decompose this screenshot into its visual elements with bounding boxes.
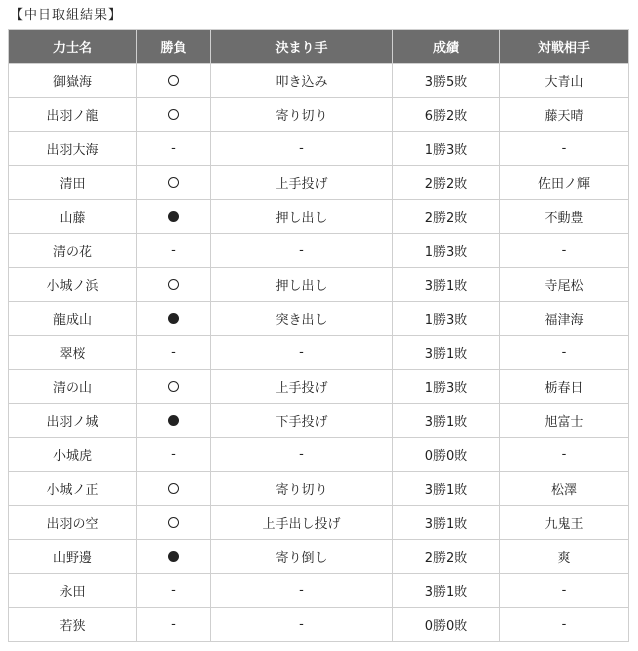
black-circle-icon	[168, 313, 179, 324]
result-cell	[137, 438, 211, 472]
kimarite-cell: 上手投げ	[211, 166, 393, 200]
opponent-cell: 栃春日	[500, 370, 629, 404]
opponent-cell: -	[500, 608, 629, 642]
record-cell: 3勝1敗	[393, 404, 500, 438]
white-circle-icon	[168, 279, 179, 290]
record-cell: 3勝5敗	[393, 64, 500, 98]
result-cell	[137, 234, 211, 268]
kimarite-cell: 寄り倒し	[211, 540, 393, 574]
opponent-cell: 九鬼王	[500, 506, 629, 540]
table-row	[9, 166, 629, 200]
kimarite-cell: 叩き込み	[211, 64, 393, 98]
opponent-cell: -	[500, 336, 629, 370]
opponent-cell: -	[500, 574, 629, 608]
table-caption: 【中日取組結果】	[10, 8, 123, 23]
table-row	[9, 574, 629, 608]
black-circle-icon	[168, 415, 179, 426]
header-rikishi-name: 力士名	[9, 30, 137, 64]
opponent-cell: -	[500, 132, 629, 166]
table-row	[9, 98, 629, 132]
rikishi-name-cell: 小城虎	[9, 438, 137, 472]
opponent-cell: 旭富士	[500, 404, 629, 438]
record-cell: 1勝3敗	[393, 370, 500, 404]
rikishi-name-cell: 出羽ノ龍	[9, 98, 137, 132]
header-opponent: 対戦相手	[500, 30, 629, 64]
table-row	[9, 370, 629, 404]
kimarite-cell: -	[211, 234, 393, 268]
rikishi-name-cell: 若狭	[9, 608, 137, 642]
kimarite-cell: -	[211, 132, 393, 166]
table-row	[9, 472, 629, 506]
table-row	[9, 608, 629, 642]
white-circle-icon	[168, 75, 179, 86]
rikishi-name-cell: 御嶽海	[9, 64, 137, 98]
kimarite-cell: 寄り切り	[211, 472, 393, 506]
result-cell	[137, 166, 211, 200]
record-cell: 0勝0敗	[393, 438, 500, 472]
result-cell	[137, 98, 211, 132]
result-cell	[137, 404, 211, 438]
header-row	[9, 30, 629, 64]
results-table-body	[9, 64, 629, 642]
rikishi-name-cell: 清田	[9, 166, 137, 200]
white-circle-icon	[168, 517, 179, 528]
opponent-cell: 松澤	[500, 472, 629, 506]
white-circle-icon	[168, 109, 179, 120]
table-row	[9, 234, 629, 268]
results-table-header	[9, 30, 629, 64]
record-cell: 3勝1敗	[393, 574, 500, 608]
results-table	[8, 29, 629, 642]
header-record: 成績	[393, 30, 500, 64]
rikishi-name-cell: 山藤	[9, 200, 137, 234]
opponent-cell: 寺尾松	[500, 268, 629, 302]
rikishi-name-cell: 山野邊	[9, 540, 137, 574]
opponent-cell: 藤天晴	[500, 98, 629, 132]
result-cell	[137, 506, 211, 540]
rikishi-name-cell: 清の花	[9, 234, 137, 268]
result-cell	[137, 370, 211, 404]
record-cell: 1勝3敗	[393, 132, 500, 166]
kimarite-cell: 上手投げ	[211, 370, 393, 404]
table-row	[9, 404, 629, 438]
record-cell: 3勝1敗	[393, 472, 500, 506]
table-row	[9, 540, 629, 574]
table-row	[9, 64, 629, 98]
opponent-cell: 爽	[500, 540, 629, 574]
record-cell: 1勝3敗	[393, 234, 500, 268]
opponent-cell: 福津海	[500, 302, 629, 336]
record-cell: 3勝1敗	[393, 336, 500, 370]
header-kimarite: 決まり手	[211, 30, 393, 64]
kimarite-cell: -	[211, 438, 393, 472]
table-row	[9, 200, 629, 234]
no-result-dash: -	[171, 617, 176, 632]
record-cell: 2勝2敗	[393, 540, 500, 574]
white-circle-icon	[168, 381, 179, 392]
result-cell	[137, 540, 211, 574]
table-row	[9, 132, 629, 166]
kimarite-cell: -	[211, 336, 393, 370]
kimarite-cell: 突き出し	[211, 302, 393, 336]
result-cell	[137, 132, 211, 166]
rikishi-name-cell: 出羽大海	[9, 132, 137, 166]
table-row	[9, 302, 629, 336]
record-cell: 1勝3敗	[393, 302, 500, 336]
result-cell	[137, 336, 211, 370]
record-cell: 3勝1敗	[393, 268, 500, 302]
kimarite-cell: 押し出し	[211, 200, 393, 234]
rikishi-name-cell: 永田	[9, 574, 137, 608]
result-cell	[137, 472, 211, 506]
record-cell: 3勝1敗	[393, 506, 500, 540]
kimarite-cell: 上手出し投げ	[211, 506, 393, 540]
no-result-dash: -	[171, 447, 176, 462]
no-result-dash: -	[171, 141, 176, 156]
black-circle-icon	[168, 551, 179, 562]
result-cell	[137, 200, 211, 234]
white-circle-icon	[168, 483, 179, 494]
kimarite-cell: -	[211, 608, 393, 642]
kimarite-cell: 押し出し	[211, 268, 393, 302]
table-row	[9, 336, 629, 370]
rikishi-name-cell: 小城ノ浜	[9, 268, 137, 302]
opponent-cell: 不動豊	[500, 200, 629, 234]
table-row	[9, 438, 629, 472]
opponent-cell: -	[500, 234, 629, 268]
rikishi-name-cell: 龍成山	[9, 302, 137, 336]
no-result-dash: -	[171, 583, 176, 598]
kimarite-cell: -	[211, 574, 393, 608]
result-cell	[137, 268, 211, 302]
result-cell	[137, 608, 211, 642]
table-row	[9, 506, 629, 540]
record-cell: 6勝2敗	[393, 98, 500, 132]
rikishi-name-cell: 翠桜	[9, 336, 137, 370]
result-cell	[137, 574, 211, 608]
table-row	[9, 268, 629, 302]
no-result-dash: -	[171, 345, 176, 360]
header-result: 勝負	[137, 30, 211, 64]
black-circle-icon	[168, 211, 179, 222]
rikishi-name-cell: 出羽の空	[9, 506, 137, 540]
rikishi-name-cell: 清の山	[9, 370, 137, 404]
opponent-cell: 大青山	[500, 64, 629, 98]
opponent-cell: 佐田ノ輝	[500, 166, 629, 200]
kimarite-cell: 寄り切り	[211, 98, 393, 132]
white-circle-icon	[168, 177, 179, 188]
rikishi-name-cell: 小城ノ正	[9, 472, 137, 506]
no-result-dash: -	[171, 243, 176, 258]
kimarite-cell: 下手投げ	[211, 404, 393, 438]
record-cell: 0勝0敗	[393, 608, 500, 642]
opponent-cell: -	[500, 438, 629, 472]
rikishi-name-cell: 出羽ノ城	[9, 404, 137, 438]
result-cell	[137, 302, 211, 336]
record-cell: 2勝2敗	[393, 166, 500, 200]
result-cell	[137, 64, 211, 98]
record-cell: 2勝2敗	[393, 200, 500, 234]
